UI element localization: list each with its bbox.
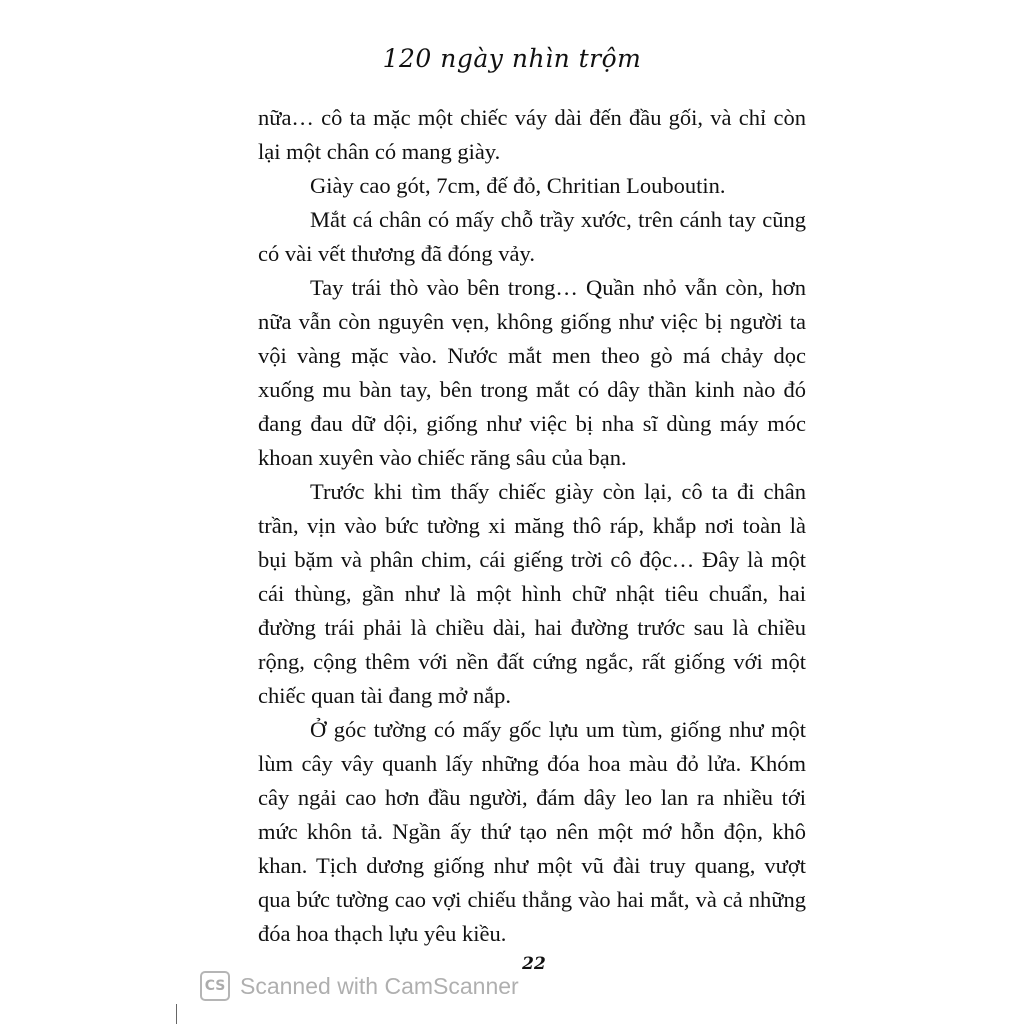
camscanner-watermark [200, 966, 519, 1006]
body-text [258, 101, 806, 951]
camscanner-logo-icon: CS [200, 971, 230, 1001]
watermark-text: Scanned with CamScanner [240, 972, 519, 999]
paragraph: Giày cao gót, 7cm, đế đỏ, Chritian Louboutin. [310, 173, 726, 198]
paragraph: Tay trái thò vào bên trong… Quần nhỏ vẫn còn, hơn nữa vẫn còn nguyên vẹn, không giống như việc bị người ta vội vàng mặc vào. Nước mắt men theo gò má chảy dọc xuống mu bàn tay, bên trong mắt có dây thần kinh nào đó đang đau dữ dội, giống như việc bị nha sĩ dùng máy móc khoan xuyên vào chiếc răng sâu của bạn. [258, 275, 806, 470]
paragraph: Mắt cá chân có mấy chỗ trầy xước, trên cánh tay cũng có vài vết thương đã đóng vảy. [258, 207, 806, 266]
paragraph: Trước khi tìm thấy chiếc giày còn lại, cô ta đi chân trần, vịn vào bức tường xi măng thô ráp, khắp nơi toàn là bụi bặm và phân chim, cái giếng trời cô độc… Đây là một cái thùng, gần như là một hình chữ nhật tiêu chuẩn, hai đường trái phải là chiều dài, hai đường trước sau là chiều rộng, cộng thêm với nền đất cứng ngắc, rất giống với một chiếc quan tài đang mở nắp. [258, 479, 806, 708]
scan-edge-mark [176, 1004, 177, 1024]
paragraph: Ở góc tường có mấy gốc lựu um tùm, giống như một lùm cây vây quanh lấy những đóa hoa màu đỏ lửa. Khóm cây ngải cao hơn đầu người, đám dây leo lan ra nhiều tới mức khôn tả. Ngần ấy thứ tạo nên một mớ hỗn độn, khô khan. Tịch dương giống như một vũ đài truy quang, vượt qua bức tường cao vợi chiếu thẳng vào hai mắt, và cả những đóa hoa thạch lựu yêu kiều. [258, 717, 806, 946]
page-number: 22 [522, 954, 546, 974]
running-header-title: 120 ngày nhìn trộm [382, 44, 642, 73]
paragraph: nữa… cô ta mặc một chiếc váy dài đến đầu gối, và chỉ còn lại một chân có mang giày. [258, 105, 806, 164]
